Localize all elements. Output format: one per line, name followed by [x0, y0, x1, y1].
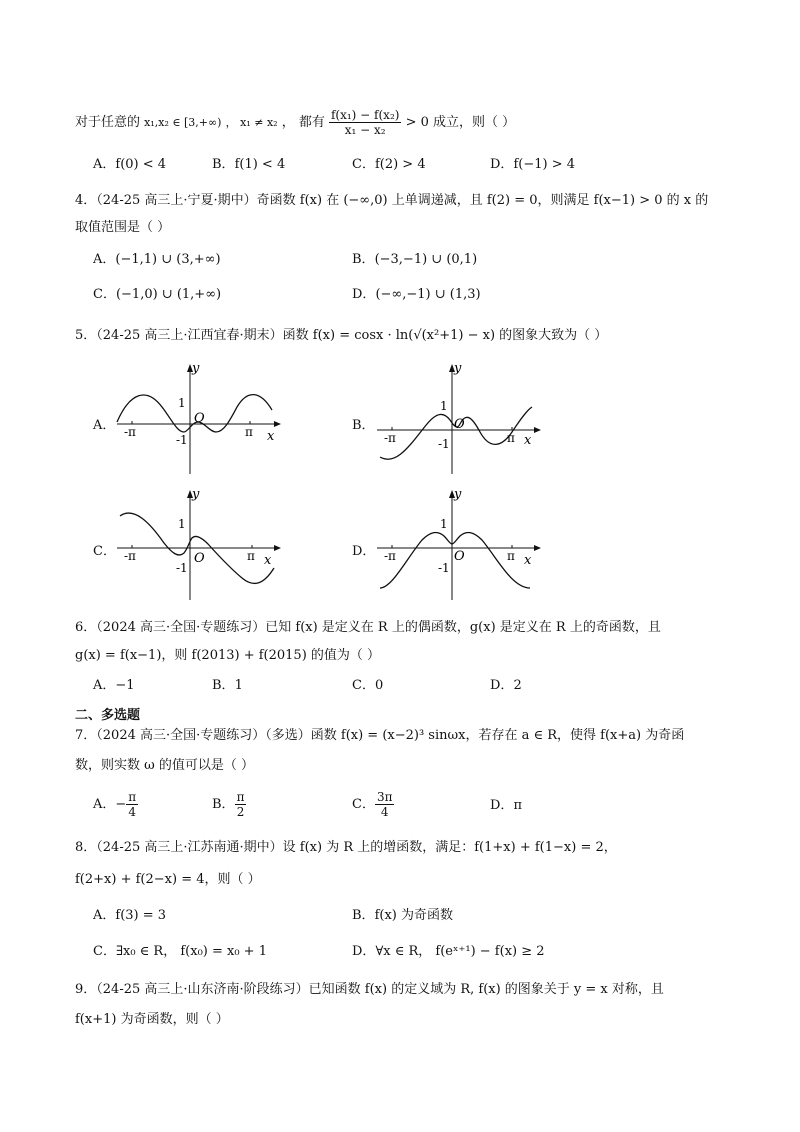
option-text: f(x) 为奇函数 — [374, 908, 453, 923]
q3-frac-num: f(x₁) − f(x₂) — [330, 108, 400, 122]
x-axis-arrow — [534, 545, 541, 551]
q3-option-b[interactable] — [212, 155, 285, 175]
q8-option-a[interactable] — [93, 906, 166, 926]
q3-option-c[interactable] — [352, 155, 426, 175]
tick-one: 1 — [178, 517, 186, 531]
tick-neg-one: -1 — [438, 437, 450, 451]
q8-stem-line1: 8．（24-25 高三上·江苏南通·期中）设 f(x) 为 R 上的增函数，满足：f(1+x) + f(1−x) = 2， — [75, 840, 617, 855]
label-pi: π — [247, 549, 255, 563]
origin-label: O — [194, 551, 205, 566]
q5-graph-a[interactable] — [112, 362, 282, 482]
q4-stem-line2: 取值范围是（ ） — [75, 220, 171, 235]
q3-mid: ， 都有 — [281, 115, 325, 130]
origin-label: O — [194, 411, 205, 426]
label-neg-pi: -π — [384, 549, 396, 563]
q9-stem-line2: f(x+1) 为奇函数，则（ ） — [75, 1012, 229, 1027]
frac-den: 4 — [380, 805, 389, 819]
q5-graph-b[interactable] — [372, 362, 542, 482]
option-label: D． — [490, 678, 514, 693]
option-fraction — [375, 790, 395, 819]
frac-den: 2 — [236, 805, 245, 819]
tick-one: 1 — [440, 399, 448, 413]
q5-stem-line1: 5．（24-25 高三上·江西宜春·期末）函数 f(x) = cosx · ln(√(x²+1) − x) 的图象大致为（ ） — [75, 328, 608, 343]
option-label: C． — [352, 678, 375, 693]
option-text: (−∞,−1) ∪ (1,3) — [375, 287, 481, 302]
q7-option-b[interactable] — [212, 790, 246, 819]
option-text: 0 — [374, 678, 384, 693]
q5-graph-d[interactable] — [372, 488, 542, 608]
q3-suffix: > 0 成立，则（ ） — [405, 115, 516, 130]
option-label: D． — [352, 944, 376, 959]
option-text: f(3) = 3 — [115, 908, 167, 923]
q8-option-b[interactable] — [352, 906, 453, 926]
x-axis-arrow — [534, 427, 541, 433]
tick-neg-one: -1 — [176, 561, 188, 575]
q4-option-a[interactable] — [93, 250, 221, 270]
option-text: f(2) > 4 — [374, 157, 426, 172]
q3-cond1: x₁,x₂ ∈ [3,+∞) — [144, 116, 222, 129]
origin-label: O — [454, 549, 465, 564]
option-label: D． — [490, 157, 514, 172]
option-label: A． — [93, 908, 116, 923]
tick-one: 1 — [440, 517, 448, 531]
option-text: f(−1) > 4 — [513, 157, 575, 172]
label-neg-pi: -π — [124, 549, 136, 563]
q4-stem-line1: 4．（24-25 高三上·宁夏·期中）奇函数 f(x) 在 (−∞,0) 上单调递减，且 f(2) = 0，则满足 f(x−1) > 0 的 x 的 — [75, 193, 709, 208]
q8-option-d[interactable] — [352, 942, 545, 962]
frac-num: π — [236, 790, 245, 804]
option-label: A． — [93, 678, 116, 693]
label-pi: π — [507, 549, 515, 563]
section-title-multiple-choice: 二、多选题 — [75, 708, 141, 723]
q3-condition-line — [75, 108, 515, 137]
q4-option-d[interactable] — [352, 285, 481, 305]
tick-neg-one: -1 — [176, 433, 188, 447]
option-label: B． — [212, 678, 235, 693]
q5-graph-c[interactable] — [112, 488, 282, 608]
option-label: C． — [352, 157, 375, 172]
q7-stem-line2: 数，则实数 ω 的值可以是（ ） — [75, 758, 254, 773]
x-label: x — [267, 429, 275, 444]
tick-neg-one: -1 — [438, 561, 450, 575]
q3-frac-den: x₁ − x₂ — [344, 123, 386, 137]
q6-option-b[interactable] — [212, 676, 243, 696]
option-text: π — [513, 798, 522, 813]
q6-option-a[interactable] — [93, 676, 135, 696]
option-text: (−3,−1) ∪ (0,1) — [374, 252, 478, 267]
label-pi: π — [507, 431, 515, 445]
y-label: y — [192, 362, 200, 376]
q7-option-a[interactable] — [93, 790, 138, 819]
option-text: (−1,1) ∪ (3,+∞) — [115, 252, 221, 267]
q3-cond2: ， x₁ ≠ x₂ — [225, 116, 278, 129]
x-axis-arrow — [274, 421, 281, 427]
q9-stem-line1: 9．（24-25 高三上·山东济南·阶段练习）已知函数 f(x) 的定义域为 R, f(x) 的图象关于 y = x 对称，且 — [75, 982, 664, 997]
q7-option-d[interactable] — [490, 796, 522, 816]
option-text: 1 — [234, 678, 243, 693]
option-label: C． — [93, 287, 116, 302]
option-text: ∀x ∈ R， f(eˣ⁺¹) − f(x) ≥ 2 — [375, 944, 545, 959]
x-label: x — [264, 553, 272, 568]
q4-option-b[interactable] — [352, 250, 477, 270]
option-text: f(0) < 4 — [115, 157, 167, 172]
tick-one: 1 — [178, 396, 186, 410]
option-text: ∃x₀ ∈ R， f(x₀) = x₀ + 1 — [115, 944, 267, 959]
origin-label: O — [454, 417, 465, 432]
option-label: B． — [212, 797, 235, 812]
y-label: y — [192, 488, 200, 502]
option-text: 2 — [513, 678, 522, 693]
option-label: B． — [212, 157, 235, 172]
q3-option-a[interactable] — [93, 155, 166, 175]
option-label: A． — [93, 252, 116, 267]
q4-option-c[interactable] — [93, 285, 221, 305]
x-label: x — [524, 433, 532, 448]
option-label: A． — [93, 797, 116, 812]
q7-option-c[interactable] — [352, 790, 394, 819]
option-label: C． — [352, 797, 375, 812]
x-label: x — [524, 553, 532, 568]
q3-fraction — [329, 108, 401, 137]
label-neg-pi: -π — [384, 431, 396, 445]
label-neg-pi: -π — [124, 425, 136, 439]
q5-option-c-label[interactable]: C． — [93, 544, 116, 559]
q8-option-c[interactable] — [93, 942, 267, 962]
y-label: y — [454, 488, 462, 502]
option-fraction — [126, 790, 138, 819]
q3-prefix: 对于任意的 — [75, 115, 141, 130]
option-fraction — [235, 790, 247, 819]
q5-option-b-label[interactable]: B． — [352, 418, 375, 433]
q6-stem-line1: 6．（2024 高三·全国·专题练习）已知 f(x) 是定义在 R 上的偶函数，g(x) 是定义在 R 上的奇函数，且 — [75, 620, 661, 635]
option-label: B． — [352, 908, 375, 923]
q3-option-d[interactable] — [490, 155, 575, 175]
q5-option-d-label[interactable]: D． — [352, 544, 376, 559]
option-label: C． — [93, 944, 116, 959]
option-text: −1 — [115, 678, 135, 693]
option-label: D． — [352, 287, 376, 302]
y-label: y — [454, 362, 462, 376]
option-label: A． — [93, 157, 116, 172]
q6-stem-line2: g(x) = f(x−1)，则 f(2013) + f(2015) 的值为（ ） — [75, 648, 381, 663]
x-axis-arrow — [274, 545, 281, 551]
option-sign: − — [115, 797, 127, 812]
q7-stem-line1: 7．（2024 高三·全国·专题练习）（多选）函数 f(x) = (x−2)³ sinωx，若存在 a ∈ R，使得 f(x+a) 为奇函 — [75, 728, 685, 743]
option-text: f(1) < 4 — [234, 157, 286, 172]
q6-option-d[interactable] — [490, 676, 522, 696]
frac-den: 4 — [128, 805, 137, 819]
frac-num: 3π — [376, 790, 393, 804]
q8-stem-line2: f(2+x) + f(2−x) = 4，则（ ） — [75, 872, 261, 887]
option-label: D． — [490, 798, 514, 813]
q6-option-c[interactable] — [352, 676, 383, 696]
option-label: B． — [352, 252, 375, 267]
frac-num: π — [128, 790, 137, 804]
q5-option-a-label[interactable]: A． — [93, 418, 116, 433]
label-pi: π — [245, 425, 253, 439]
option-text: (−1,0) ∪ (1,+∞) — [115, 287, 222, 302]
